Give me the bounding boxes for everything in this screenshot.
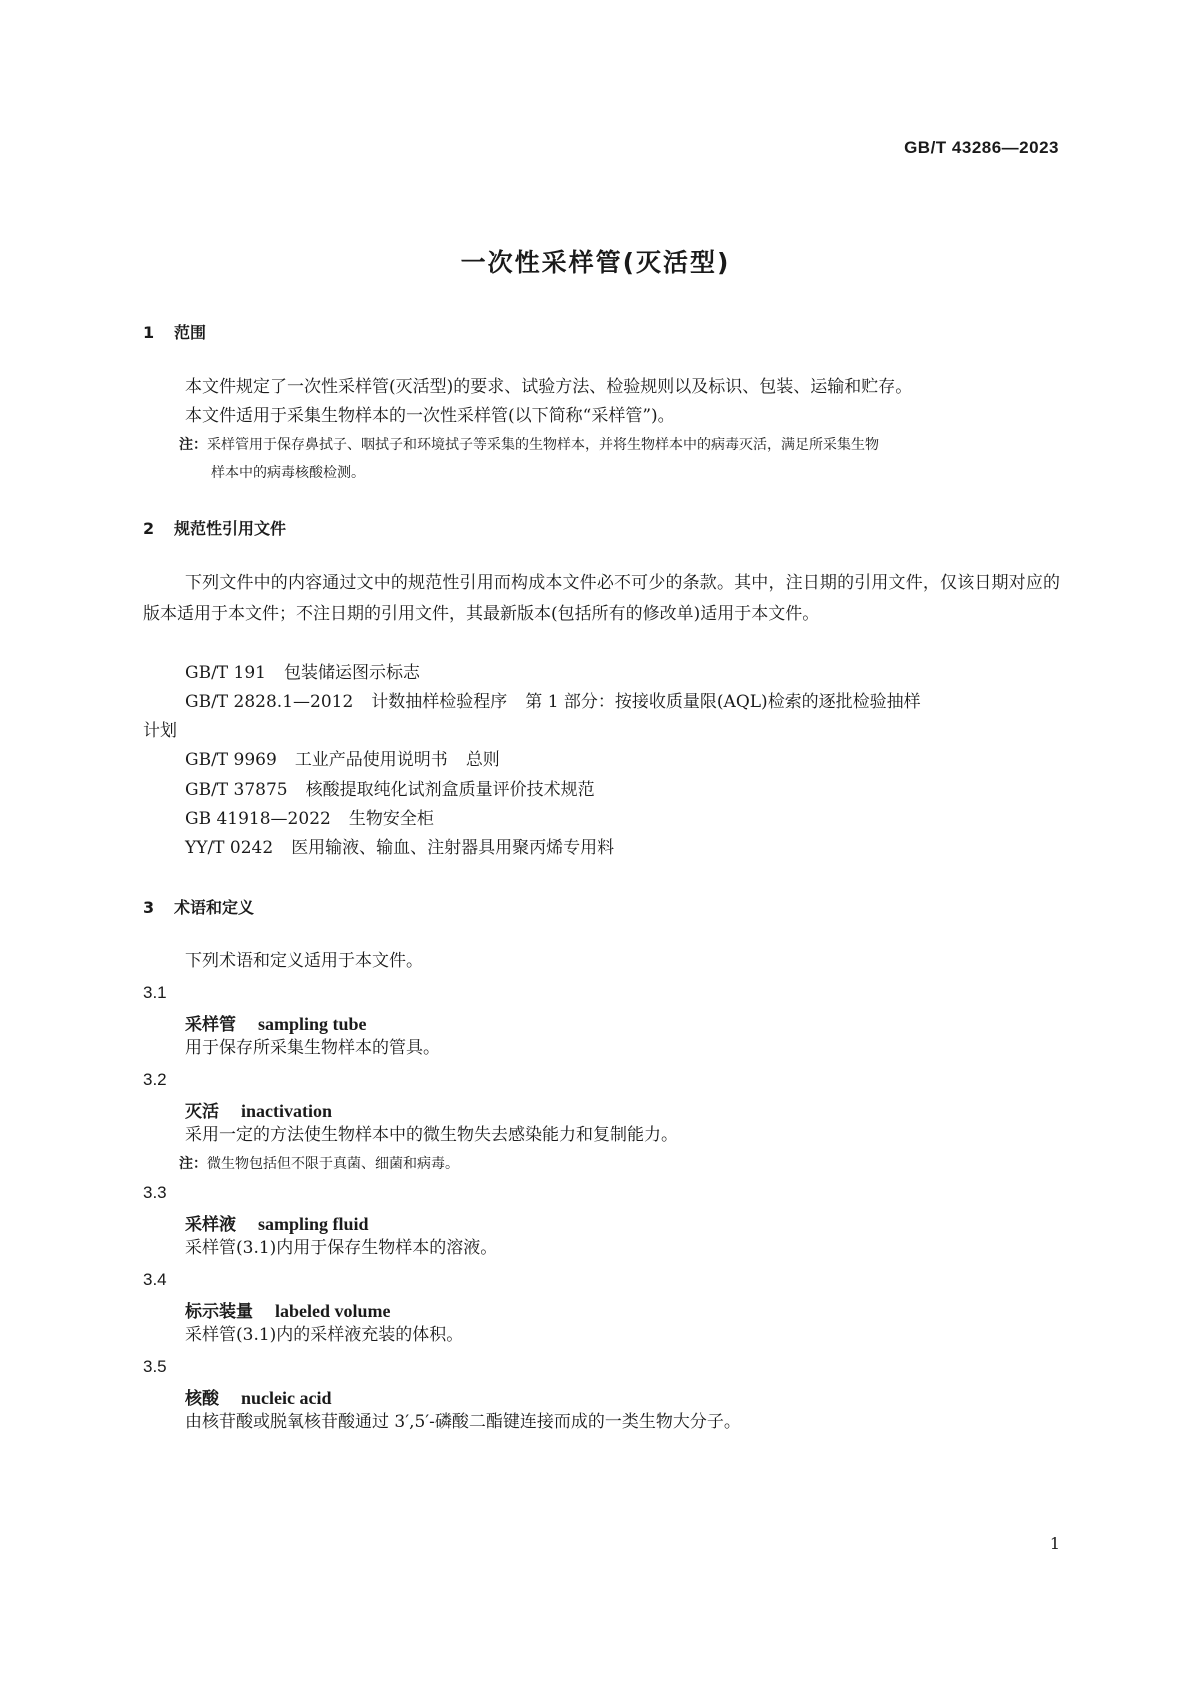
section-2-heading xyxy=(143,516,286,539)
reference-code: GB/T 9969 xyxy=(185,750,277,770)
term-number: 3.5 xyxy=(143,1357,167,1376)
section-title: 术语和定义 xyxy=(174,898,255,917)
term-number: 3.3 xyxy=(143,1183,167,1202)
term-chinese: 标示装量 xyxy=(185,1302,253,1322)
section-number: 3 xyxy=(143,898,155,917)
term-chinese: 采样液 xyxy=(185,1215,236,1235)
term-definition: 采用一定的方法使生物样本中的微生物失去感染能力和复制能力。 xyxy=(185,1125,678,1145)
reference-code: GB 41918—2022 xyxy=(185,809,331,829)
term-definition: 采样管(3.1)内的采样液充装的体积。 xyxy=(185,1325,464,1345)
note-label: 注： xyxy=(179,437,207,453)
term-chinese: 灭活 xyxy=(185,1102,219,1122)
reference-item xyxy=(185,687,921,718)
reference-title: 医用输液、输血、注射器具用聚丙烯专用料 xyxy=(291,838,615,858)
reference-title: 核酸提取纯化试剂盒质量评价技术规范 xyxy=(305,780,595,800)
note-label: 注： xyxy=(179,1156,207,1172)
section-3-heading xyxy=(143,895,254,918)
standard-number: GB/T 43286—2023 xyxy=(904,138,1059,157)
reference-item xyxy=(185,775,595,806)
reference-title: 生物安全柜 xyxy=(348,809,434,829)
section-number: 1 xyxy=(143,323,155,342)
term-number: 3.1 xyxy=(143,983,167,1002)
reference-code: YY/T 0242 xyxy=(185,838,274,858)
section-number: 2 xyxy=(143,519,155,538)
reference-part: 第 1 部分：按接收质量限(AQL)检索的逐批检验抽样 xyxy=(525,692,921,712)
term-chinese: 采样管 xyxy=(185,1015,236,1035)
note-text: 微生物包括但不限于真菌、细菌和病毒。 xyxy=(207,1156,459,1172)
document-title: 一次性采样管(灭活型) xyxy=(460,248,731,277)
note-text-line-1: 采样管用于保存鼻拭子、咽拭子和环境拭子等采集的生物样本，并将生物样本中的病毒灭活，满足所采集生物 xyxy=(207,437,879,453)
term-chinese: 核酸 xyxy=(185,1389,219,1409)
page-number: 1 xyxy=(1049,1534,1060,1553)
term-heading xyxy=(185,1010,367,1035)
section-1-heading xyxy=(143,320,206,343)
section-title: 范围 xyxy=(174,323,207,342)
reference-continuation: 计划 xyxy=(143,721,177,741)
term-heading xyxy=(185,1297,391,1322)
reference-title: 工业产品使用说明书 xyxy=(294,750,448,770)
term-english: labeled volume xyxy=(275,1301,391,1321)
section-title: 规范性引用文件 xyxy=(174,519,287,538)
reference-title: 包装储运图示标志 xyxy=(284,663,420,683)
term-number: 3.2 xyxy=(143,1070,167,1089)
reference-item xyxy=(185,804,434,835)
terms-intro: 下列术语和定义适用于本文件。 xyxy=(185,951,423,971)
term-definition: 用于保存所采集生物样本的管具。 xyxy=(185,1038,440,1058)
scope-paragraph-2: 本文件适用于采集生物样本的一次性采样管(以下简称“采样管”)。 xyxy=(185,406,675,426)
reference-title: 计数抽样检验程序 xyxy=(371,692,508,712)
note-text-line-2: 样本中的病毒核酸检测。 xyxy=(211,465,365,481)
reference-code: GB/T 37875 xyxy=(185,780,288,800)
term-english: inactivation xyxy=(241,1101,333,1121)
scope-paragraph-1: 本文件规定了一次性采样管(灭活型)的要求、试验方法、检验规则以及标识、包装、运输和贮存。 xyxy=(185,377,913,397)
term-heading xyxy=(185,1097,332,1122)
scope-note xyxy=(179,431,1060,487)
term-english: sampling fluid xyxy=(258,1214,369,1234)
term-heading xyxy=(185,1384,332,1409)
term-note xyxy=(179,1150,1060,1178)
reference-item xyxy=(185,658,420,689)
reference-item xyxy=(185,833,614,864)
reference-code: GB/T 191 xyxy=(185,663,266,683)
term-english: nucleic acid xyxy=(241,1388,332,1408)
reference-code: GB/T 2828.1—2012 xyxy=(185,692,354,712)
normative-references-intro: 下列文件中的内容通过文中的规范性引用而构成本文件必不可少的条款。其中，注日期的引用文件，仅该日期对应的版本适用于本文件；不注日期的引用文件，其最新版本(包括所有的修改单)适用于本文件。 xyxy=(143,573,1060,624)
reference-part: 总则 xyxy=(465,750,500,770)
term-number: 3.4 xyxy=(143,1270,167,1289)
reference-item xyxy=(185,745,500,776)
term-english: sampling tube xyxy=(258,1014,367,1034)
term-heading xyxy=(185,1210,369,1235)
term-definition: 由核苷酸或脱氧核苷酸通过 3′,5′-磷酸二酯键连接而成的一类生物大分子。 xyxy=(185,1412,741,1432)
term-definition: 采样管(3.1)内用于保存生物样本的溶液。 xyxy=(185,1238,498,1258)
